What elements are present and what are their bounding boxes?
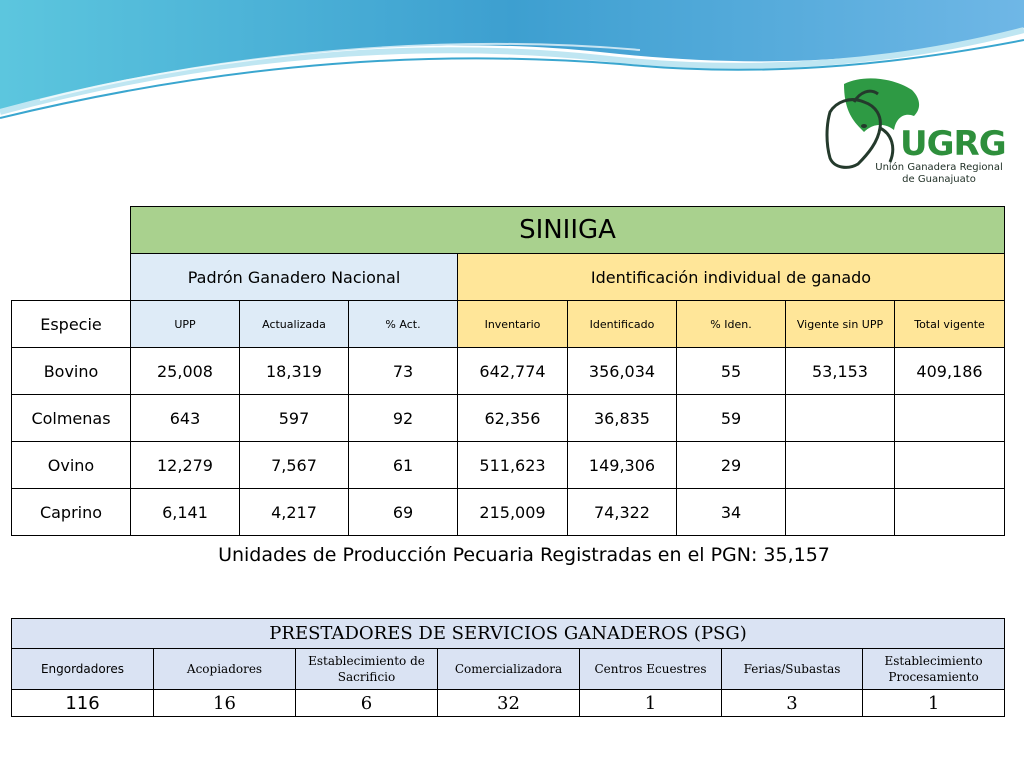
table-cell: 409,186 (895, 348, 1005, 395)
table-cell: 34 (677, 489, 786, 536)
table-cell: 92 (349, 395, 458, 442)
table-cell: Ovino (12, 442, 131, 489)
table-cell: 511,623 (458, 442, 568, 489)
table-cell (786, 442, 895, 489)
table-cell: 74,322 (568, 489, 677, 536)
column-header: Centros Ecuestres (580, 649, 722, 690)
column-header: % Act. (349, 301, 458, 348)
logo-wordmark: UGRG (900, 124, 1006, 164)
ugrg-logo (824, 72, 1008, 190)
table-cell: 18,319 (240, 348, 349, 395)
column-header: Actualizada (240, 301, 349, 348)
column-header: Acopiadores (154, 649, 296, 690)
table-cell: 3 (722, 690, 863, 717)
table-cell: 73 (349, 348, 458, 395)
table-cell: 62,356 (458, 395, 568, 442)
table-cell: 61 (349, 442, 458, 489)
group-header-pgn: Padrón Ganadero Nacional (131, 254, 458, 301)
table-row (12, 690, 1005, 717)
column-header: Identificado (568, 301, 677, 348)
psg-table (11, 618, 1005, 717)
table-cell: 116 (12, 690, 154, 717)
table-cell: 643 (131, 395, 240, 442)
table-cell: 642,774 (458, 348, 568, 395)
table-cell: 32 (438, 690, 580, 717)
table-cell: 6,141 (131, 489, 240, 536)
table-cell: 597 (240, 395, 349, 442)
column-header: Establecimiento de Sacrificio (296, 649, 438, 690)
logo-subtitle-line2: de Guanajuato (902, 174, 976, 185)
column-header: Vigente sin UPP (786, 301, 895, 348)
column-header: Inventario (458, 301, 568, 348)
table-cell: 53,153 (786, 348, 895, 395)
table-cell: 16 (154, 690, 296, 717)
table-cell: Caprino (12, 489, 131, 536)
table-cell: 149,306 (568, 442, 677, 489)
column-header: Total vigente (895, 301, 1005, 348)
column-header: Engordadores (12, 649, 154, 690)
siniiga-table (11, 206, 1005, 536)
column-header: Especie (12, 301, 131, 348)
table-cell (786, 489, 895, 536)
table-cell: 7,567 (240, 442, 349, 489)
table-cell: 6 (296, 690, 438, 717)
table-cell (895, 442, 1005, 489)
table-cell: 25,008 (131, 348, 240, 395)
group-header-identificacion: Identificación individual de ganado (458, 254, 1005, 301)
table-cell: 215,009 (458, 489, 568, 536)
corner-blank (12, 207, 131, 254)
column-header: % Iden. (677, 301, 786, 348)
logo-subtitle-line1: Unión Ganadera Regional (875, 162, 1003, 173)
table-cell (895, 489, 1005, 536)
table-cell: 36,835 (568, 395, 677, 442)
table-row (12, 395, 1005, 442)
table-cell: 55 (677, 348, 786, 395)
column-header: Comercializadora (438, 649, 580, 690)
table-cell: Bovino (12, 348, 131, 395)
table-cell: 1 (580, 690, 722, 717)
column-header: UPP (131, 301, 240, 348)
table-title: SINIIGA (131, 207, 1005, 254)
table-cell: 69 (349, 489, 458, 536)
table-cell: 4,217 (240, 489, 349, 536)
column-header: Establecimiento Procesamiento (863, 649, 1005, 690)
table-cell: 12,279 (131, 442, 240, 489)
table-cell: 29 (677, 442, 786, 489)
table-row (12, 348, 1005, 395)
pgn-caption: Unidades de Producción Pecuaria Registradas en el PGN: 35,157 (218, 544, 830, 566)
table-row (12, 442, 1005, 489)
table-cell: 59 (677, 395, 786, 442)
psg-title: PRESTADORES DE SERVICIOS GANADEROS (PSG) (12, 619, 1005, 649)
table-cell: 356,034 (568, 348, 677, 395)
column-header: Ferias/Subastas (722, 649, 863, 690)
corner-blank (12, 254, 131, 301)
table-cell (786, 395, 895, 442)
table-cell (895, 395, 1005, 442)
table-cell: 1 (863, 690, 1005, 717)
table-cell: Colmenas (12, 395, 131, 442)
table-row (12, 489, 1005, 536)
